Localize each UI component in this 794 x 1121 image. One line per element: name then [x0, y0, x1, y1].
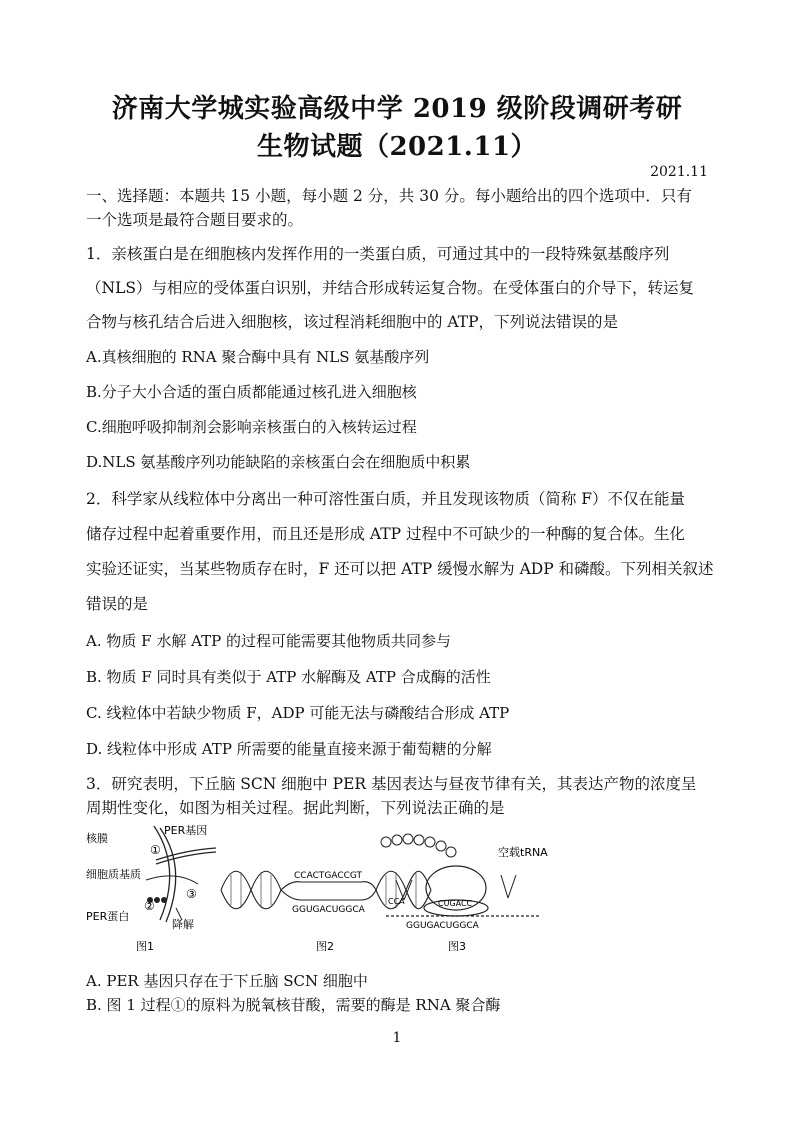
q3-stem-1: 3．研究表明，下丘脑 SCN 细胞中 PER 基因表达与昼夜节律有关，其表达产物的浓度呈	[86, 775, 697, 793]
date: 2021.11	[650, 164, 708, 180]
dna-helix-left	[221, 871, 281, 909]
figure-2	[221, 871, 431, 953]
fig1-step-3: ③	[186, 887, 197, 901]
q1-option-a: A.真核细胞的 RNA 聚合酶中具有 NLS 氨基酸序列	[86, 348, 430, 366]
fig2-caption: 图2	[316, 940, 334, 953]
ribosome-dot	[154, 897, 160, 903]
section-heading: 一、选择题：本题共 15 小题，每小题 2 分，共 30 分。每小题给出的四个选项中．只有	[86, 187, 692, 205]
figure-1	[86, 823, 216, 953]
q1-option-c: C.细胞呼吸抑制剂会影响亲核蛋白的入核转运过程	[86, 418, 417, 436]
q2-stem-1: 2．科学家从线粒体中分离出一种可溶性蛋白质，并且发现该物质（简称 F）不仅在能量	[86, 490, 686, 508]
figure-3	[381, 834, 548, 953]
fig3-anticodon: CUGACC	[438, 899, 473, 908]
q2-option-b: B. 物质 F 同时具有类似于 ATP 水解酶及 ATP 合成酶的活性	[86, 668, 491, 686]
amino-acid-bead	[403, 834, 413, 844]
open-strand-bottom	[281, 890, 376, 900]
amino-acid-bead	[446, 847, 456, 857]
q2-option-c: C. 线粒体中若缺少物质 F，ADP 可能无法与磷酸结合形成 ATP	[86, 704, 510, 722]
title-line-2: 生物试题（2021.11）	[256, 132, 538, 162]
fig1-label-cytoplasm: 细胞质基质	[86, 868, 141, 881]
q2-option-d: D. 线粒体中形成 ATP 所需要的能量直接来源于葡萄糖的分解	[86, 740, 492, 758]
fig1-label-protein: PER蛋白	[86, 910, 130, 923]
fig2-top-sequence: CCACTGACCGT	[294, 871, 363, 881]
amino-acid-bead	[436, 841, 446, 851]
q2-option-a: A. 物质 F 水解 ATP 的过程可能需要其他物质共同参与	[86, 632, 451, 650]
fig1-step-1: ①	[150, 843, 161, 857]
q2-stem-2: 储存过程中起着重要作用，而且还是形成 ATP 过程中不可缺少的一种酶的复合体。生化	[86, 525, 685, 543]
fig3-cca: CCA	[388, 897, 405, 906]
fig1-label-degrade: 降解	[172, 918, 194, 931]
q3-stem-2: 周期性变化，如图为相关过程。据此判断，下列说法正确的是	[86, 799, 505, 817]
mrna-line	[146, 876, 198, 884]
page-number: 1	[392, 1030, 402, 1046]
title-line-1: 济南大学城实验高级中学 2019 级阶段调研考研	[111, 94, 683, 124]
q1-stem-2: （NLS）与相应的受体蛋白识别，并结合形成转运复合物。在受体蛋白的介导下，转运复	[86, 279, 694, 297]
q1-stem-1: 1．亲核蛋白是在细胞核内发挥作用的一类蛋白质，可通过其中的一段特殊氨基酸序列	[86, 245, 670, 263]
amino-acid-bead	[392, 835, 402, 845]
trna-empty	[501, 875, 516, 898]
q1-option-d: D.NLS 氨基酸序列功能缺陷的亲核蛋白会在细胞质中积累	[86, 453, 471, 471]
fig1-caption: 图1	[136, 940, 154, 953]
amino-acid-bead	[414, 835, 424, 845]
q1-option-b: B.分子大小合适的蛋白质都能通过核孔进入细胞核	[86, 383, 417, 401]
fig1-step-2: ②	[144, 899, 155, 913]
q3-option-b: B. 图 1 过程①的原料为脱氧核苷酸，需要的酶是 RNA 聚合酶	[86, 996, 501, 1014]
q2-stem-4: 错误的是	[86, 595, 149, 613]
amino-acid-bead	[381, 837, 391, 847]
ribosome-dot	[161, 897, 167, 903]
q1-stem-3: 合物与核孔结合后进入细胞核，该过程消耗细胞中的 ATP，下列说法错误的是	[86, 313, 619, 331]
amino-acid-bead	[425, 837, 435, 847]
fig1-label-membrane: 核膜	[86, 832, 108, 845]
fig1-label-gene: PER基因	[164, 824, 208, 837]
section-heading-cont: 一个选项是最符合题目要求的。	[86, 211, 304, 229]
q3-figure	[86, 820, 556, 960]
fig2-bottom-sequence: GGUGACUGGCA	[292, 905, 365, 915]
fig3-label-trna: 空载tRNA	[498, 846, 548, 859]
q2-stem-3: 实验还证实，当某些物质存在时，F 还可以把 ATP 缓慢水解为 ADP 和磷酸。下列相关叙述	[86, 560, 714, 578]
dna-strand	[156, 852, 216, 864]
fig3-mrna-sequence: GGUGACUGGCA	[406, 921, 479, 931]
fig3-caption: 图3	[448, 940, 466, 953]
open-strand-top	[281, 882, 376, 890]
q3-option-a: A. PER 基因只存在于下丘脑 SCN 细胞中	[86, 972, 368, 990]
